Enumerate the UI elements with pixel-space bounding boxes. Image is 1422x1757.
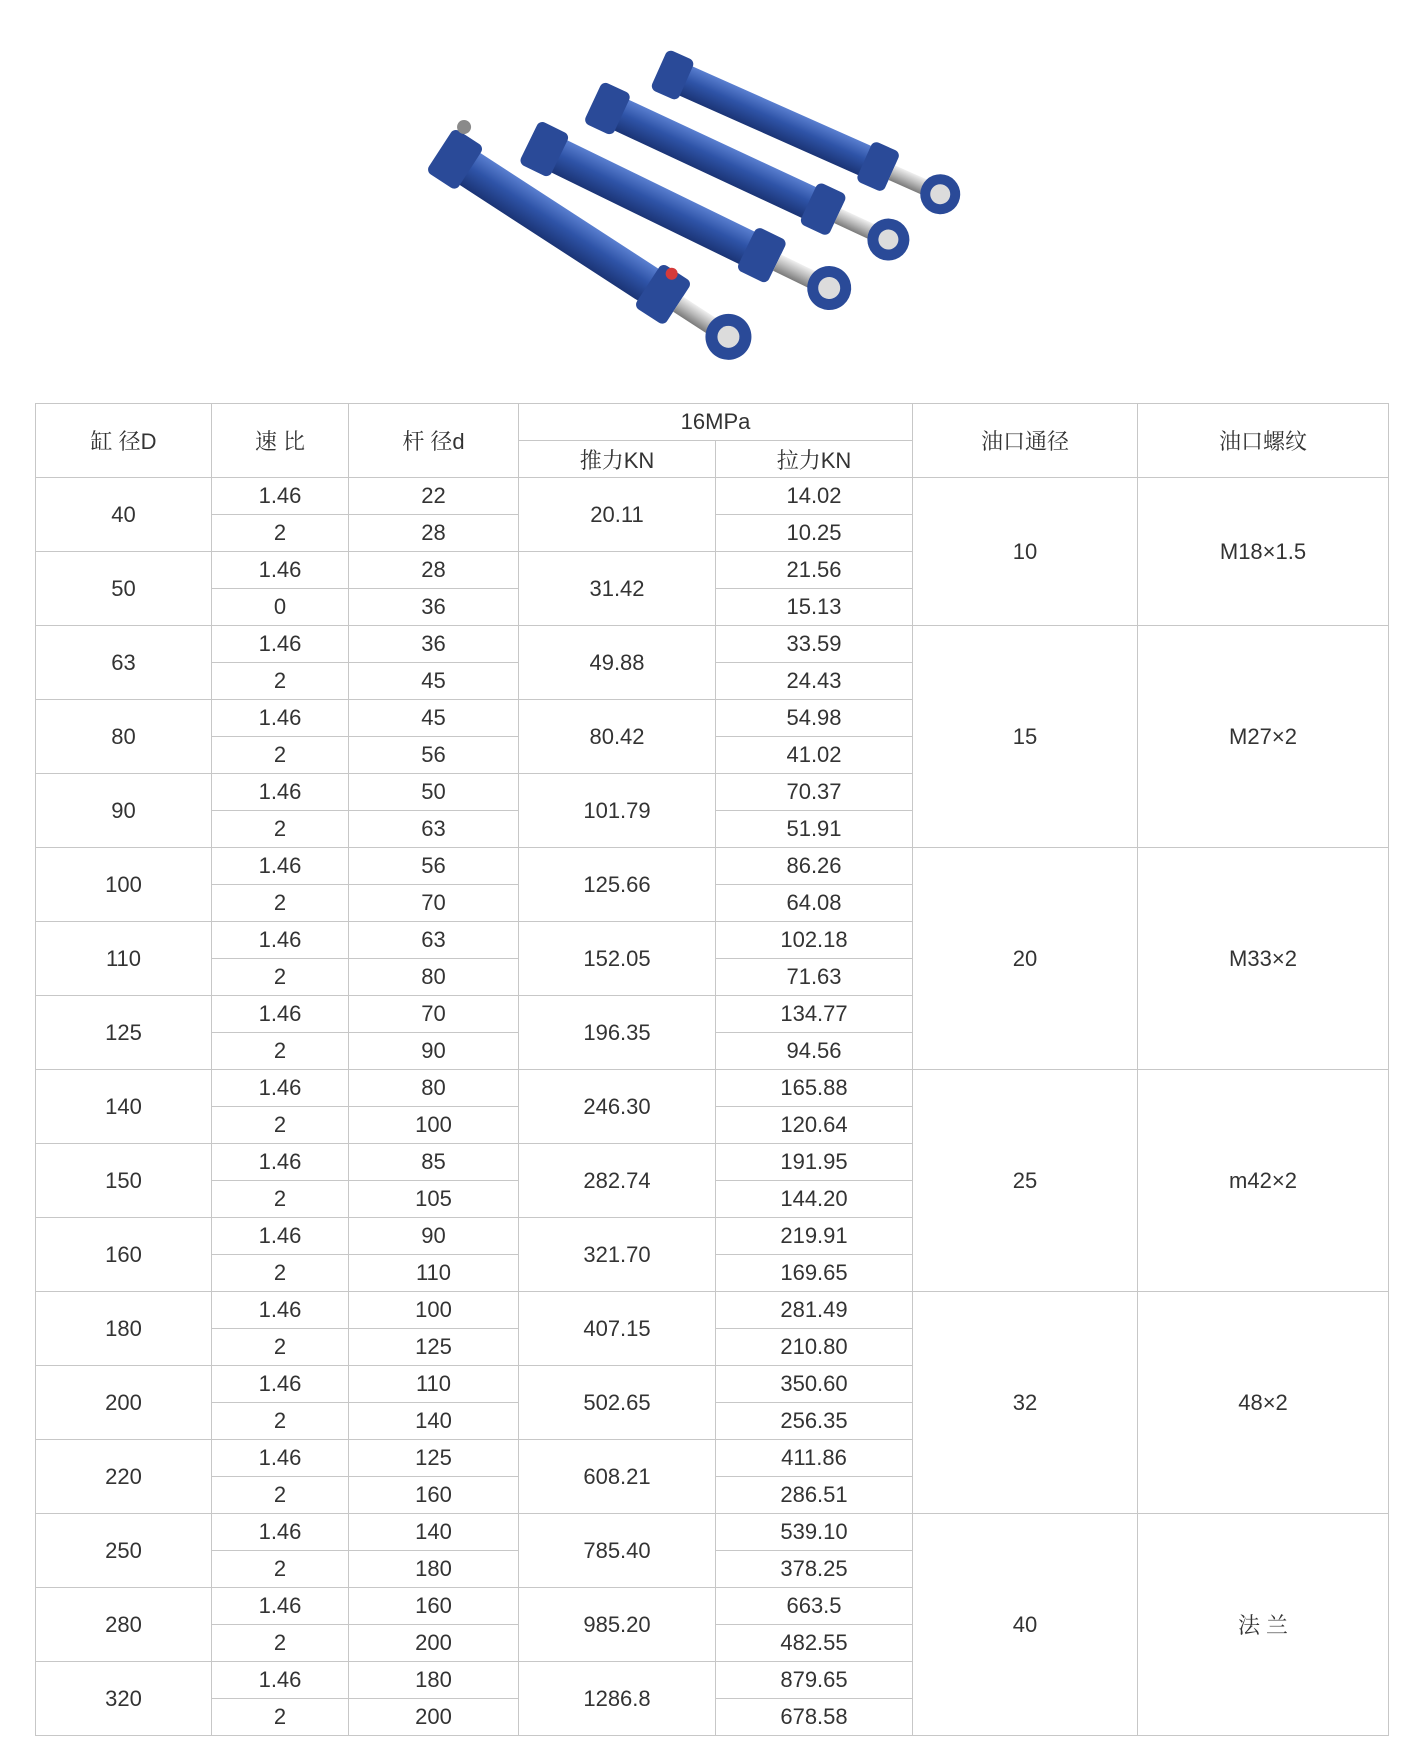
pull-force-cell: 378.25 bbox=[716, 1551, 913, 1588]
bore-cell: 100 bbox=[36, 848, 212, 922]
rod-cell: 200 bbox=[349, 1699, 519, 1736]
rod-cell: 45 bbox=[349, 663, 519, 700]
rod-cell: 63 bbox=[349, 922, 519, 959]
bore-cell: 280 bbox=[36, 1588, 212, 1662]
speed-ratio-cell: 1.46 bbox=[212, 922, 349, 959]
rod-cell: 56 bbox=[349, 737, 519, 774]
rod-cell: 140 bbox=[349, 1514, 519, 1551]
pull-force-cell: 165.88 bbox=[716, 1070, 913, 1107]
push-force-cell: 20.11 bbox=[519, 478, 716, 552]
bore-cell: 140 bbox=[36, 1070, 212, 1144]
rod-cell: 85 bbox=[349, 1144, 519, 1181]
speed-ratio-cell: 2 bbox=[212, 811, 349, 848]
rod-cell: 160 bbox=[349, 1477, 519, 1514]
pull-force-cell: 663.5 bbox=[716, 1588, 913, 1625]
port-size-cell: 32 bbox=[913, 1292, 1138, 1514]
speed-ratio-cell: 2 bbox=[212, 737, 349, 774]
speed-ratio-cell: 1.46 bbox=[212, 1292, 349, 1329]
bore-cell: 180 bbox=[36, 1292, 212, 1366]
header-speed-ratio: 速 比 bbox=[212, 404, 349, 478]
pull-force-cell: 134.77 bbox=[716, 996, 913, 1033]
pull-force-cell: 33.59 bbox=[716, 626, 913, 663]
header-pull: 拉力KN bbox=[716, 441, 913, 478]
speed-ratio-cell: 2 bbox=[212, 1255, 349, 1292]
pull-force-cell: 51.91 bbox=[716, 811, 913, 848]
pull-force-cell: 256.35 bbox=[716, 1403, 913, 1440]
rod-cell: 110 bbox=[349, 1366, 519, 1403]
rod-cell: 63 bbox=[349, 811, 519, 848]
push-force-cell: 196.35 bbox=[519, 996, 716, 1070]
push-force-cell: 152.05 bbox=[519, 922, 716, 996]
speed-ratio-cell: 1.46 bbox=[212, 1514, 349, 1551]
speed-ratio-cell: 1.46 bbox=[212, 1662, 349, 1699]
speed-ratio-cell: 2 bbox=[212, 1551, 349, 1588]
bore-cell: 125 bbox=[36, 996, 212, 1070]
port-thread-cell: M27×2 bbox=[1138, 626, 1389, 848]
table-row bbox=[36, 1070, 1389, 1107]
bore-cell: 50 bbox=[36, 552, 212, 626]
pull-force-cell: 286.51 bbox=[716, 1477, 913, 1514]
push-force-cell: 101.79 bbox=[519, 774, 716, 848]
pull-force-cell: 10.25 bbox=[716, 515, 913, 552]
speed-ratio-cell: 1.46 bbox=[212, 996, 349, 1033]
pull-force-cell: 879.65 bbox=[716, 1662, 913, 1699]
port-thread-cell: m42×2 bbox=[1138, 1070, 1389, 1292]
bore-cell: 150 bbox=[36, 1144, 212, 1218]
rod-cell: 180 bbox=[349, 1662, 519, 1699]
pull-force-cell: 71.63 bbox=[716, 959, 913, 996]
pull-force-cell: 41.02 bbox=[716, 737, 913, 774]
table-row bbox=[36, 1514, 1389, 1551]
rod-cell: 45 bbox=[349, 700, 519, 737]
port-size-cell: 10 bbox=[913, 478, 1138, 626]
rod-cell: 200 bbox=[349, 1625, 519, 1662]
speed-ratio-cell: 2 bbox=[212, 1625, 349, 1662]
pull-force-cell: 14.02 bbox=[716, 478, 913, 515]
bore-cell: 250 bbox=[36, 1514, 212, 1588]
push-force-cell: 407.15 bbox=[519, 1292, 716, 1366]
rod-cell: 100 bbox=[349, 1292, 519, 1329]
bore-cell: 90 bbox=[36, 774, 212, 848]
pull-force-cell: 169.65 bbox=[716, 1255, 913, 1292]
pull-force-cell: 281.49 bbox=[716, 1292, 913, 1329]
speed-ratio-cell: 1.46 bbox=[212, 848, 349, 885]
speed-ratio-cell: 1.46 bbox=[212, 1366, 349, 1403]
pull-force-cell: 64.08 bbox=[716, 885, 913, 922]
rod-cell: 56 bbox=[349, 848, 519, 885]
table-row bbox=[36, 478, 1389, 515]
push-force-cell: 31.42 bbox=[519, 552, 716, 626]
rod-cell: 80 bbox=[349, 959, 519, 996]
pull-force-cell: 144.20 bbox=[716, 1181, 913, 1218]
rod-cell: 160 bbox=[349, 1588, 519, 1625]
port-thread-cell: M33×2 bbox=[1138, 848, 1389, 1070]
port-size-cell: 15 bbox=[913, 626, 1138, 848]
header-port-thread: 油口螺纹 bbox=[1138, 404, 1389, 478]
speed-ratio-cell: 2 bbox=[212, 1181, 349, 1218]
table-header bbox=[36, 404, 1389, 478]
push-force-cell: 321.70 bbox=[519, 1218, 716, 1292]
speed-ratio-cell: 1.46 bbox=[212, 478, 349, 515]
pull-force-cell: 15.13 bbox=[716, 589, 913, 626]
table-row bbox=[36, 848, 1389, 885]
pull-force-cell: 102.18 bbox=[716, 922, 913, 959]
rod-cell: 105 bbox=[349, 1181, 519, 1218]
port-thread-cell: 法 兰 bbox=[1138, 1514, 1389, 1736]
push-force-cell: 80.42 bbox=[519, 700, 716, 774]
pull-force-cell: 24.43 bbox=[716, 663, 913, 700]
header-rod: 杆 径d bbox=[349, 404, 519, 478]
push-force-cell: 49.88 bbox=[519, 626, 716, 700]
bore-cell: 40 bbox=[36, 478, 212, 552]
push-force-cell: 608.21 bbox=[519, 1440, 716, 1514]
speed-ratio-cell: 2 bbox=[212, 1699, 349, 1736]
bore-cell: 160 bbox=[36, 1218, 212, 1292]
bore-cell: 220 bbox=[36, 1440, 212, 1514]
push-force-cell: 125.66 bbox=[519, 848, 716, 922]
push-force-cell: 985.20 bbox=[519, 1588, 716, 1662]
rod-cell: 90 bbox=[349, 1218, 519, 1255]
speed-ratio-cell: 1.46 bbox=[212, 1588, 349, 1625]
push-force-cell: 282.74 bbox=[519, 1144, 716, 1218]
rod-cell: 180 bbox=[349, 1551, 519, 1588]
pull-force-cell: 120.64 bbox=[716, 1107, 913, 1144]
speed-ratio-cell: 2 bbox=[212, 1329, 349, 1366]
pull-force-cell: 70.37 bbox=[716, 774, 913, 811]
rod-cell: 100 bbox=[349, 1107, 519, 1144]
bore-cell: 80 bbox=[36, 700, 212, 774]
pull-force-cell: 350.60 bbox=[716, 1366, 913, 1403]
speed-ratio-cell: 2 bbox=[212, 1107, 349, 1144]
speed-ratio-cell: 1.46 bbox=[212, 1070, 349, 1107]
pull-force-cell: 210.80 bbox=[716, 1329, 913, 1366]
rod-cell: 28 bbox=[349, 552, 519, 589]
pull-force-cell: 539.10 bbox=[716, 1514, 913, 1551]
rod-cell: 70 bbox=[349, 885, 519, 922]
port-size-cell: 25 bbox=[913, 1070, 1138, 1292]
rod-cell: 70 bbox=[349, 996, 519, 1033]
pull-force-cell: 678.58 bbox=[716, 1699, 913, 1736]
rod-cell: 110 bbox=[349, 1255, 519, 1292]
bore-cell: 63 bbox=[36, 626, 212, 700]
header-push: 推力KN bbox=[519, 441, 716, 478]
pull-force-cell: 86.26 bbox=[716, 848, 913, 885]
pull-force-cell: 191.95 bbox=[716, 1144, 913, 1181]
rod-cell: 140 bbox=[349, 1403, 519, 1440]
rod-cell: 28 bbox=[349, 515, 519, 552]
hydraulic-cylinders-image bbox=[420, 38, 1020, 368]
header-bore: 缸 径D bbox=[36, 404, 212, 478]
speed-ratio-cell: 1.46 bbox=[212, 1144, 349, 1181]
header-pressure: 16MPa bbox=[519, 404, 913, 441]
push-force-cell: 502.65 bbox=[519, 1366, 716, 1440]
rod-cell: 80 bbox=[349, 1070, 519, 1107]
push-force-cell: 246.30 bbox=[519, 1070, 716, 1144]
rod-cell: 22 bbox=[349, 478, 519, 515]
port-size-cell: 40 bbox=[913, 1514, 1138, 1736]
pull-force-cell: 54.98 bbox=[716, 700, 913, 737]
push-force-cell: 1286.8 bbox=[519, 1662, 716, 1736]
speed-ratio-cell: 1.46 bbox=[212, 700, 349, 737]
port-size-cell: 20 bbox=[913, 848, 1138, 1070]
pull-force-cell: 482.55 bbox=[716, 1625, 913, 1662]
table-row bbox=[36, 626, 1389, 663]
table-row bbox=[36, 1292, 1389, 1329]
bore-cell: 320 bbox=[36, 1662, 212, 1736]
port-thread-cell: 48×2 bbox=[1138, 1292, 1389, 1514]
bore-cell: 110 bbox=[36, 922, 212, 996]
pull-force-cell: 94.56 bbox=[716, 1033, 913, 1070]
port-thread-cell: M18×1.5 bbox=[1138, 478, 1389, 626]
push-force-cell: 785.40 bbox=[519, 1514, 716, 1588]
rod-cell: 36 bbox=[349, 626, 519, 663]
speed-ratio-cell: 2 bbox=[212, 959, 349, 996]
speed-ratio-cell: 1.46 bbox=[212, 552, 349, 589]
bore-cell: 200 bbox=[36, 1366, 212, 1440]
pull-force-cell: 219.91 bbox=[716, 1218, 913, 1255]
header-port-size: 油口通径 bbox=[913, 404, 1138, 478]
cylinder-spec-table bbox=[35, 403, 1389, 1736]
rod-cell: 125 bbox=[349, 1440, 519, 1477]
rod-cell: 36 bbox=[349, 589, 519, 626]
speed-ratio-cell: 2 bbox=[212, 885, 349, 922]
speed-ratio-cell: 1.46 bbox=[212, 626, 349, 663]
speed-ratio-cell: 2 bbox=[212, 1033, 349, 1070]
rod-cell: 50 bbox=[349, 774, 519, 811]
speed-ratio-cell: 1.46 bbox=[212, 1440, 349, 1477]
speed-ratio-cell: 2 bbox=[212, 663, 349, 700]
pull-force-cell: 411.86 bbox=[716, 1440, 913, 1477]
speed-ratio-cell: 1.46 bbox=[212, 1218, 349, 1255]
table-body bbox=[36, 478, 1389, 1736]
speed-ratio-cell: 2 bbox=[212, 515, 349, 552]
speed-ratio-cell: 0 bbox=[212, 589, 349, 626]
speed-ratio-cell: 2 bbox=[212, 1477, 349, 1514]
speed-ratio-cell: 1.46 bbox=[212, 774, 349, 811]
pull-force-cell: 21.56 bbox=[716, 552, 913, 589]
rod-cell: 125 bbox=[349, 1329, 519, 1366]
speed-ratio-cell: 2 bbox=[212, 1403, 349, 1440]
rod-cell: 90 bbox=[349, 1033, 519, 1070]
